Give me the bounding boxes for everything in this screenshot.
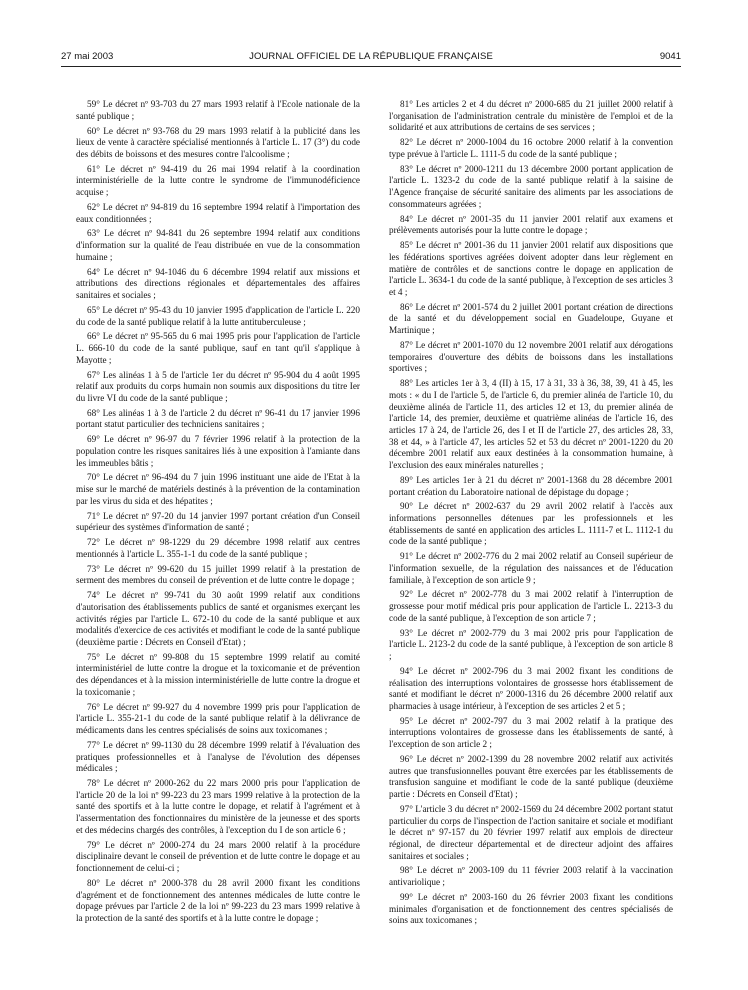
decree-item: 89° Les articles 1er à 21 du décret nº 2001-1368 du 28 décembre 2001 portant création du Laboratoire national de dépistage du dopage ; — [389, 474, 673, 497]
left-column — [76, 99, 360, 928]
decree-item: 80° Le décret nº 2000-378 du 28 avril 2000 fixant les conditions d'agrément et de fonctionnement des antennes médicales de lutte contre le dopage prévues par l'article 2 de la loi nº 99-223 du 23 mars 1999 relative à la protection de la santé des sportifs et à la lutte contre le dopage ; — [76, 877, 360, 923]
decree-item: 96° Le décret nº 2002-1399 du 28 novembre 2002 relatif aux activités autres que transfusionnelles pouvant être exercées par les établissements de transfusion sanguine et modifiant le code de la santé publique (deuxième partie : Décrets en Conseil d'Etat) ; — [389, 753, 673, 800]
right-column — [389, 99, 673, 930]
decree-item: 75° Le décret nº 99-808 du 15 septembre 1999 relatif au comité interministériel de lutte contre la drogue et la toxicomanie et de prévention des dépendances et à la mission interministérielle de lutte contre la drogue et la toxicomanie ; — [76, 651, 360, 697]
decree-item: 98° Le décret nº 2003-109 du 11 février 2003 relatif à la vaccination antivariolique ; — [389, 865, 673, 888]
page-number: 9041 — [659, 51, 681, 62]
decree-item: 93° Le décret nº 2002-779 du 3 mai 2002 pris pour l'application de l'article L. 2123-2 du code de la santé publique, à l'exception de son article 8 ; — [389, 627, 673, 662]
decree-item: 94° Le décret nº 2002-796 du 3 mai 2002 fixant les conditions de réalisation des interruptions volontaires de grossesse hors établissement de santé et modifiant le décret nº 2000-1316 du 26 décembre 2000 relatif aux pharmacies à usage intérieur, à l'exception de ses articles 2 et 5 ; — [389, 665, 673, 711]
header-date: 27 mai 2003 — [61, 51, 114, 62]
decree-item: 88° Les articles 1er à 3, 4 (II) à 15, 17 à 31, 33 à 36, 38, 39, 41 à 45, les mots : « du I de l'article 5, de l'article 6, du premier alinéa de l'article 10, du deuxième alinéa de l'article 11, des articles 12 et 13, du premier alinéa de l'article 14, des premier, deuxième et quatrième alinéas de l'article 16, des articles 17 à 24, de l'article 26, des I et II de l'article 27, des articles 28, 33, 38 et 44, » à l'article 47, les articles 52 et 53 du décret nº 2001-1220 du 20 décembre 2001 relatif aux eaux destinées à la consommation humaine, à l'exclusion des eaux minérales naturelles ; — [389, 378, 673, 471]
decree-item: 63° Le décret nº 94-841 du 26 septembre 1994 relatif aux conditions d'information sur la qualité de l'eau distribuée en vue de la consommation humaine ; — [76, 228, 360, 262]
decree-item: 60° Le décret nº 93-768 du 29 mars 1993 relatif à la publicité dans les lieux de vente à caractère spécialisé mentionnés à l'article L. 17 (3°) du code des débits de boissons et des mesures contre l'alcoolisme ; — [76, 125, 360, 159]
decree-item: 91° Le décret nº 2002-776 du 2 mai 2002 relatif au Conseil supérieur de l'information sexuelle, de la régulation des naissances et de l'éducation familiale, à l'exception de son article 9 ; — [389, 551, 673, 585]
decree-item: 74° Le décret nº 99-741 du 30 août 1999 relatif aux conditions d'autorisation des établissements publics de santé et organismes exerçant les activités régies par l'article L. 672-10 du code de la santé publique et aux modalités d'exercice de ces activités et modifiant le code de la santé publique (deuxième partie : Décrets en Conseil d'Etat) ; — [76, 590, 360, 647]
decree-item: 79° Le décret nº 2000-274 du 24 mars 2000 relatif à la procédure disciplinaire devant le conseil de prévention et de lutte contre le dopage et au fonctionnement de celui-ci ; — [76, 839, 360, 874]
decree-item: 87° Le décret nº 2001-1070 du 12 novembre 2001 relatif aux dérogations temporaires d'ouverture des débits de boissons dans les installations sportives ; — [389, 339, 673, 374]
decree-item: 76° Le décret nº 99-927 du 4 novembre 1999 pris pour l'application de l'article L. 355-21-1 du code de la santé publique relatif à la délivrance de médicaments dans les centres spécialisés de soins aux toxicomanes ; — [76, 701, 360, 736]
decree-item: 65° Le décret nº 95-43 du 10 janvier 1995 d'application de l'article L. 220 du code de la santé publique relatif à la lutte antituberculeuse ; — [76, 304, 360, 327]
decree-item: 82° Le décret nº 2000-1004 du 16 octobre 2000 relatif à la convention type prévue à l'article L. 1111-5 du code de la santé publique ; — [389, 137, 673, 159]
decree-item: 81° Les articles 2 et 4 du décret nº 2000-685 du 21 juillet 2000 relatif à l'organisation de l'administration centrale du ministère de l'emploi et de la solidarité et aux attributions de certains de ses services ; — [389, 99, 673, 133]
decree-item: 83° Le décret nº 2000-1211 du 13 décembre 2000 portant application de l'article L. 1323-2 du code de la santé publique relatif à la saisine de l'Agence française de sécurité sanitaire des aliments par les associations de consommateurs agréées ; — [389, 163, 673, 209]
decree-item: 92° Le décret nº 2002-778 du 3 mai 2002 relatif à l'interruption de grossesse pour motif médical pris pour application de l'article L. 2213-3 du code de la santé publique, à l'exception de son article 7 ; — [389, 589, 673, 623]
decree-item: 62° Le décret nº 94-819 du 16 septembre 1994 relatif à l'importation des eaux conditionnées ; — [76, 201, 360, 224]
decree-item: 78° Le décret nº 2000-262 du 22 mars 2000 pris pour l'application de l'article 20 de la loi nº 99-223 du 23 mars 1999 relative à la protection de la santé des sportifs et à la lutte contre le dopage, et relatif à l'agrément et à l'assermentation des fonctionnaires du ministère de la jeunesse et des sports et des médecins chargés des contrôles, à l'exception du I de son article 6 ; — [76, 778, 360, 835]
decree-item: 95° Le décret nº 2002-797 du 3 mai 2002 relatif à la pratique des interruptions volontaires de grossesse dans les établissements de santé, à l'exception de son article 2 ; — [389, 715, 673, 750]
decree-item: 85° Le décret nº 2001-36 du 11 janvier 2001 relatif aux dispositions que les fédérations sportives agréées doivent adopter dans leur règlement en matière de contrôles et de sanctions contre le dopage en application de l'article L. 3634-1 du code de la santé publique, à l'exception de ses articles 3 et 4 ; — [389, 240, 673, 297]
decree-item: 99° Le décret nº 2003-160 du 26 février 2003 fixant les conditions minimales d'organisation et de fonctionnement des centres spécialisés de soins aux toxicomanes ; — [389, 891, 673, 926]
decree-item: 68° Les alinéas 1 à 3 de l'article 2 du décret nº 96-41 du 17 janvier 1996 portant statut particulier des techniciens sanitaires ; — [76, 407, 360, 430]
journal-title: JOURNAL OFFICIEL DE LA RÉPUBLIQUE FRANÇAISE — [249, 51, 493, 62]
decree-item: 77° Le décret nº 99-1130 du 28 décembre 1999 relatif à l'évaluation des pratiques professionnelles et à l'analyse de l'évolution des dépenses médicales ; — [76, 739, 360, 774]
decree-item: 70° Le décret nº 96-494 du 7 juin 1996 instituant une aide de l'Etat à la mise sur le marché de matériels destinés à la prévention de la contamination par les virus du sida et des hépatites ; — [76, 472, 360, 506]
decree-item: 84° Le décret nº 2001-35 du 11 janvier 2001 relatif aux examens et prélèvements autorisés pour la lutte contre le dopage ; — [389, 213, 673, 236]
decree-item: 59° Le décret nº 93-703 du 27 mars 1993 relatif à l'Ecole nationale de la santé publique ; — [76, 99, 360, 121]
decree-item: 66° Le décret nº 95-565 du 6 mai 1995 pris pour l'application de l'article L. 666-10 du code de la santé publique, sauf en tant qu'il s'applique à Mayotte ; — [76, 331, 360, 365]
decree-item: 90° Le décret nº 2002-637 du 29 avril 2002 relatif à l'accès aux informations personnelles détenues par les professionnels et les établissements de santé en application des articles L. 1111-7 et L. 1112-1 du code de la santé publique ; — [389, 501, 673, 547]
decree-item: 61° Le décret nº 94-419 du 26 mai 1994 relatif à la coordination interministérielle de la lutte contre le syndrome de l'immunodéficience acquise ; — [76, 163, 360, 198]
decree-item: 69° Le décret nº 96-97 du 7 février 1996 relatif à la protection de la population contre les risques sanitaires liés à une exposition à l'amiante dans les immeubles bâtis ; — [76, 434, 360, 468]
header-rule — [61, 66, 681, 67]
decree-item: 67° Les alinéas 1 à 5 de l'article 1er du décret nº 95-904 du 4 août 1995 relatif aux produits du corps humain non soumis aux dispositions du titre Ier du livre VI du code de la santé publique ; — [76, 369, 360, 403]
decree-item: 64° Le décret nº 94-1046 du 6 décembre 1994 relatif aux missions et attributions des directions régionales et départementales des affaires sanitaires et sociales ; — [76, 266, 360, 301]
decree-item: 86° Le décret nº 2001-574 du 2 juillet 2001 portant création de directions de la santé et du développement social en Guadeloupe, Guyane et Martinique ; — [389, 301, 673, 336]
page-header — [61, 51, 681, 65]
decree-item: 73° Le décret nº 99-620 du 15 juillet 1999 relatif à la prestation de serment des membres du conseil de prévention et de lutte contre le dopage ; — [76, 563, 360, 586]
decree-item: 97° L'article 3 du décret nº 2002-1569 du 24 décembre 2002 portant statut particulier du corps de l'inspection de l'action sanitaire et sociale et modifiant le décret nº 97-157 du 20 février 1997 relatif aux emplois de directeur régional, de directeur départemental et de directeur adjoint des affaires sanitaires et sociales ; — [389, 803, 673, 861]
decree-item: 71° Le décret nº 97-20 du 14 janvier 1997 portant création d'un Conseil supérieur des systèmes d'information de santé ; — [76, 510, 360, 533]
decree-item: 72° Le décret nº 98-1229 du 29 décembre 1998 relatif aux centres mentionnés à l'article L. 355-1-1 du code de la santé publique ; — [76, 537, 360, 559]
